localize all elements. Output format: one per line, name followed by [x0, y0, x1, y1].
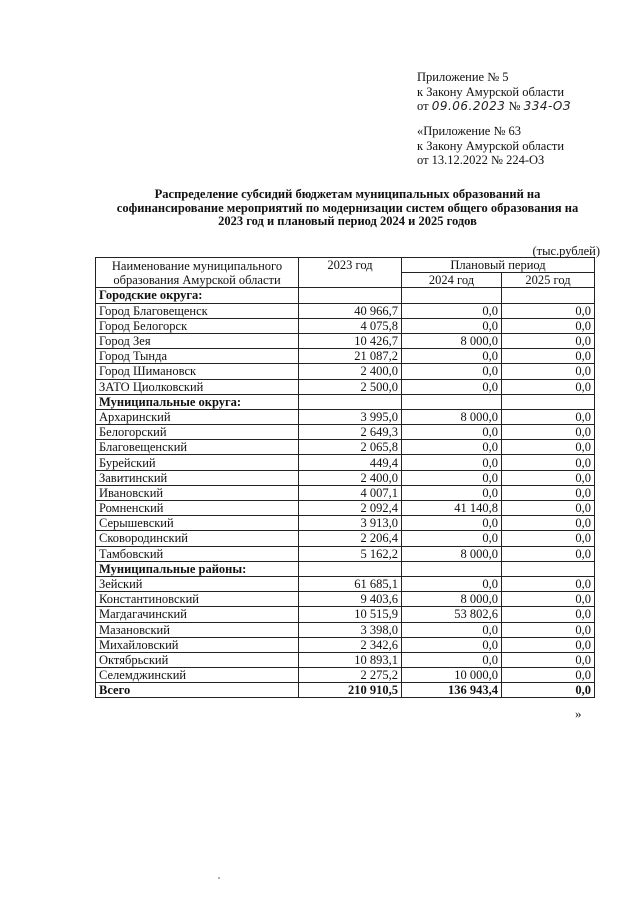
- cell-name: Город Благовещенск: [96, 303, 299, 318]
- section-label: Городские округа:: [96, 288, 299, 303]
- section-empty-cell: [299, 394, 402, 409]
- cell-2025: 0,0: [502, 440, 595, 455]
- cell-2023: 2 400,0: [299, 470, 402, 485]
- cell-name: Михайловский: [96, 637, 299, 652]
- cell-2023: 10 893,1: [299, 652, 402, 667]
- cell-2024: 8 000,0: [402, 592, 502, 607]
- cell-2024: 0,0: [402, 425, 502, 440]
- table-row: [96, 333, 595, 348]
- cell-2023: 2 275,2: [299, 668, 402, 683]
- title-line2: софинансирование мероприятий по модернизации систем общего образования на: [116, 200, 579, 215]
- table-row: [96, 501, 595, 516]
- table-row: [96, 379, 595, 394]
- cell-2025: 0,0: [502, 668, 595, 683]
- cell-2025: 0,0: [502, 303, 595, 318]
- cell-2024: 8 000,0: [402, 409, 502, 424]
- cell-2024: 0,0: [402, 455, 502, 470]
- table-body: [96, 288, 595, 698]
- section-empty-cell: [502, 288, 595, 303]
- total-2024: 136 943,4: [402, 683, 502, 698]
- cell-2023: 3 398,0: [299, 622, 402, 637]
- cell-2025: 0,0: [502, 592, 595, 607]
- appendix-new-number-prefix: №: [508, 99, 521, 113]
- cell-name: Магдагачинский: [96, 607, 299, 622]
- section-empty-cell: [402, 394, 502, 409]
- cell-2023: 40 966,7: [299, 303, 402, 318]
- appendix-new-number: 334-ОЗ: [523, 99, 571, 113]
- cell-2023: 10 515,9: [299, 607, 402, 622]
- appendix-new-header: [417, 70, 571, 114]
- cell-2025: 0,0: [502, 485, 595, 500]
- table-row: [96, 303, 595, 318]
- cell-2023: 3 913,0: [299, 516, 402, 531]
- total-row: [96, 683, 595, 698]
- header-2024: 2024 год: [402, 273, 502, 288]
- cell-name: Тамбовский: [96, 546, 299, 561]
- section-empty-cell: [299, 561, 402, 576]
- cell-name: Белогорский: [96, 425, 299, 440]
- cell-2023: 61 685,1: [299, 576, 402, 591]
- appendix-new-line1: Приложение № 5: [417, 70, 509, 84]
- table-row: [96, 364, 595, 379]
- cell-2025: 0,0: [502, 622, 595, 637]
- cell-2025: 0,0: [502, 455, 595, 470]
- cell-2023: 449,4: [299, 455, 402, 470]
- table-row: [96, 531, 595, 546]
- cell-2023: 10 426,7: [299, 333, 402, 348]
- cell-name: Зейский: [96, 576, 299, 591]
- appendix-old-line3: от 13.12.2022 № 224-ОЗ: [417, 153, 545, 167]
- cell-2023: 3 995,0: [299, 409, 402, 424]
- cell-2025: 0,0: [502, 576, 595, 591]
- total-2025: 0,0: [502, 683, 595, 698]
- cell-2023: 2 092,4: [299, 501, 402, 516]
- table-row: [96, 470, 595, 485]
- cell-name: Ивановский: [96, 485, 299, 500]
- cell-name: Бурейский: [96, 455, 299, 470]
- section-row: [96, 561, 595, 576]
- cell-name: Константиновский: [96, 592, 299, 607]
- cell-2024: 0,0: [402, 576, 502, 591]
- cell-name: Мазановский: [96, 622, 299, 637]
- table-row: [96, 516, 595, 531]
- title-line1: Распределение субсидий бюджетам муниципальных образований на: [154, 187, 541, 201]
- cell-name: Город Зея: [96, 333, 299, 348]
- cell-2023: 2 065,8: [299, 440, 402, 455]
- cell-2023: 5 162,2: [299, 546, 402, 561]
- cell-name: Архаринский: [96, 409, 299, 424]
- table-row: [96, 622, 595, 637]
- cell-2024: 10 000,0: [402, 668, 502, 683]
- appendix-new-date-line: [417, 99, 571, 114]
- cell-2024: 0,0: [402, 379, 502, 394]
- header-name: [96, 258, 299, 288]
- section-row: [96, 288, 595, 303]
- cell-2024: 0,0: [402, 349, 502, 364]
- table-row: [96, 318, 595, 333]
- header-name-line2: образования Амурской области: [113, 272, 281, 287]
- closing-quote: »: [575, 706, 582, 721]
- cell-name: Селемджинский: [96, 668, 299, 683]
- total-label: Всего: [96, 683, 299, 698]
- cell-2025: 0,0: [502, 349, 595, 364]
- cell-2023: 2 400,0: [299, 364, 402, 379]
- header-2023: 2023 год: [299, 258, 402, 288]
- section-row: [96, 394, 595, 409]
- cell-2024: 0,0: [402, 364, 502, 379]
- section-label: Муниципальные районы:: [96, 561, 299, 576]
- cell-name: Ромненский: [96, 501, 299, 516]
- cell-name: Завитинский: [96, 470, 299, 485]
- appendix-new-line2: к Закону Амурской области: [417, 84, 565, 99]
- document-title: [95, 188, 600, 229]
- appendix-old-header: [417, 124, 564, 168]
- section-empty-cell: [299, 288, 402, 303]
- cell-2024: 0,0: [402, 652, 502, 667]
- header-planned-period: Плановый период: [402, 258, 595, 273]
- cell-2024: 41 140,8: [402, 501, 502, 516]
- cell-2025: 0,0: [502, 379, 595, 394]
- header-2025: 2025 год: [502, 273, 595, 288]
- table-row: [96, 455, 595, 470]
- cell-2024: 0,0: [402, 440, 502, 455]
- cell-name: Город Белогорск: [96, 318, 299, 333]
- cell-2025: 0,0: [502, 637, 595, 652]
- cell-2024: 53 802,6: [402, 607, 502, 622]
- cell-2024: 0,0: [402, 531, 502, 546]
- table-row: [96, 668, 595, 683]
- cell-name: Серышевский: [96, 516, 299, 531]
- cell-2025: 0,0: [502, 333, 595, 348]
- cell-name: Октябрьский: [96, 652, 299, 667]
- cell-2024: 0,0: [402, 622, 502, 637]
- section-empty-cell: [402, 561, 502, 576]
- cell-2025: 0,0: [502, 318, 595, 333]
- cell-2025: 0,0: [502, 546, 595, 561]
- cell-2023: 4 007,1: [299, 485, 402, 500]
- appendix-old-line2: к Закону Амурской области: [417, 138, 565, 153]
- cell-2024: 0,0: [402, 516, 502, 531]
- table-row: [96, 409, 595, 424]
- cell-2023: 2 500,0: [299, 379, 402, 394]
- cell-2024: 0,0: [402, 470, 502, 485]
- table-row: [96, 349, 595, 364]
- cell-2024: 8 000,0: [402, 333, 502, 348]
- section-empty-cell: [402, 288, 502, 303]
- cell-2025: 0,0: [502, 425, 595, 440]
- section-empty-cell: [502, 394, 595, 409]
- table-row: [96, 576, 595, 591]
- appendix-new-date: 09.06.2023: [431, 99, 506, 113]
- cell-2023: 2 342,6: [299, 637, 402, 652]
- cell-2023: 21 087,2: [299, 349, 402, 364]
- cell-name: ЗАТО Циолковский: [96, 379, 299, 394]
- cell-2023: 2 649,3: [299, 425, 402, 440]
- cell-2024: 0,0: [402, 303, 502, 318]
- appendix-new-date-prefix: от: [417, 99, 429, 113]
- header-name-line1: Наименование муниципального: [111, 258, 283, 273]
- cell-2024: 8 000,0: [402, 546, 502, 561]
- cell-2025: 0,0: [502, 470, 595, 485]
- cell-name: Город Тында: [96, 349, 299, 364]
- cell-2025: 0,0: [502, 652, 595, 667]
- section-label: Муниципальные округа:: [96, 394, 299, 409]
- cell-name: Сковородинский: [96, 531, 299, 546]
- cell-2025: 0,0: [502, 516, 595, 531]
- cell-name: Город Шимановск: [96, 364, 299, 379]
- table-row: [96, 546, 595, 561]
- scan-speck: [218, 877, 220, 879]
- cell-2023: 9 403,6: [299, 592, 402, 607]
- cell-2025: 0,0: [502, 531, 595, 546]
- table-row: [96, 652, 595, 667]
- table-row: [96, 592, 595, 607]
- units-label: (тыс.рублей): [532, 244, 600, 258]
- cell-2025: 0,0: [502, 607, 595, 622]
- cell-2024: 0,0: [402, 637, 502, 652]
- cell-2025: 0,0: [502, 409, 595, 424]
- section-empty-cell: [502, 561, 595, 576]
- table-row: [96, 485, 595, 500]
- cell-2023: 4 075,8: [299, 318, 402, 333]
- total-2023: 210 910,5: [299, 683, 402, 698]
- table-row: [96, 607, 595, 622]
- cell-2024: 0,0: [402, 318, 502, 333]
- table-row: [96, 440, 595, 455]
- title-line3: 2023 год и плановый период 2024 и 2025 годов: [218, 214, 477, 228]
- subsidy-table: [95, 257, 595, 698]
- cell-2025: 0,0: [502, 501, 595, 516]
- cell-2024: 0,0: [402, 485, 502, 500]
- table-row: [96, 425, 595, 440]
- appendix-old-line1: «Приложение № 63: [417, 124, 522, 138]
- table-row: [96, 637, 595, 652]
- cell-name: Благовещенский: [96, 440, 299, 455]
- cell-2023: 2 206,4: [299, 531, 402, 546]
- cell-2025: 0,0: [502, 364, 595, 379]
